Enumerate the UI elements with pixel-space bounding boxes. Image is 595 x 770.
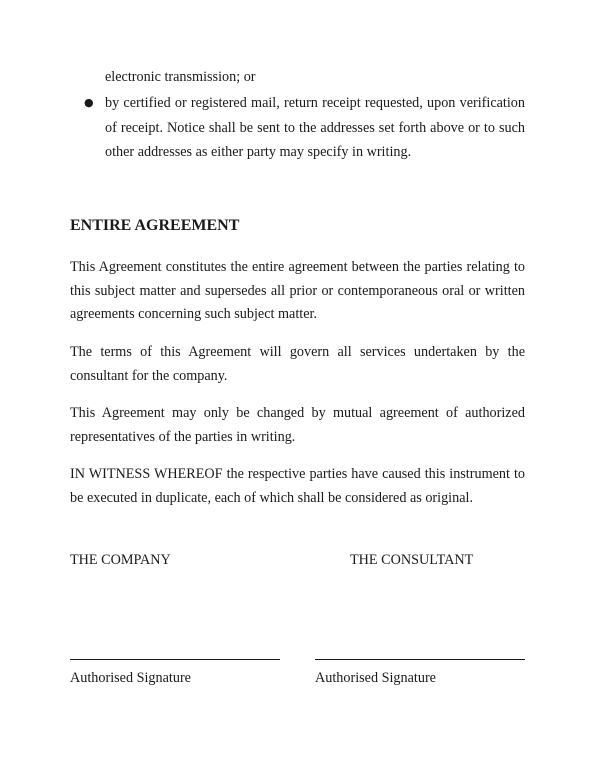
- bullet-icon: ●: [84, 96, 94, 109]
- witness-paragraph: IN WITNESS WHEREOF the respective parties have caused this instrument to be executed in duplicate, each of which shall be considered as original.: [70, 466, 525, 506]
- company-signature-caption: Authorised Signature: [70, 670, 191, 686]
- consultant-signature-line: [315, 659, 525, 660]
- section-heading: ENTIRE AGREEMENT: [70, 217, 240, 234]
- governing-terms-paragraph: The terms of this Agreement will govern all services undertaken by the consultant for the company.: [70, 344, 525, 384]
- company-signature-line: [70, 659, 280, 660]
- company-party-label: THE COMPANY: [70, 552, 171, 568]
- notice-list-item: by certified or registered mail, return receipt requested, upon verification of receipt. Notice shall be sent to the addresses set forth above or to such other addresses as either party may specify in writing.: [105, 95, 525, 160]
- consultant-signature-caption: Authorised Signature: [315, 670, 436, 686]
- consultant-party-label: THE CONSULTANT: [350, 552, 474, 568]
- amendment-paragraph: This Agreement may only be changed by mutual agreement of authorized representatives of the parties in writing.: [70, 405, 525, 445]
- notice-list-continuation: electronic transmission; or: [105, 69, 256, 85]
- entire-agreement-paragraph: This Agreement constitutes the entire agreement between the parties relating to this subject matter and supersedes all prior or contemporaneous oral or written agreements concerning such subject matter.: [70, 259, 525, 323]
